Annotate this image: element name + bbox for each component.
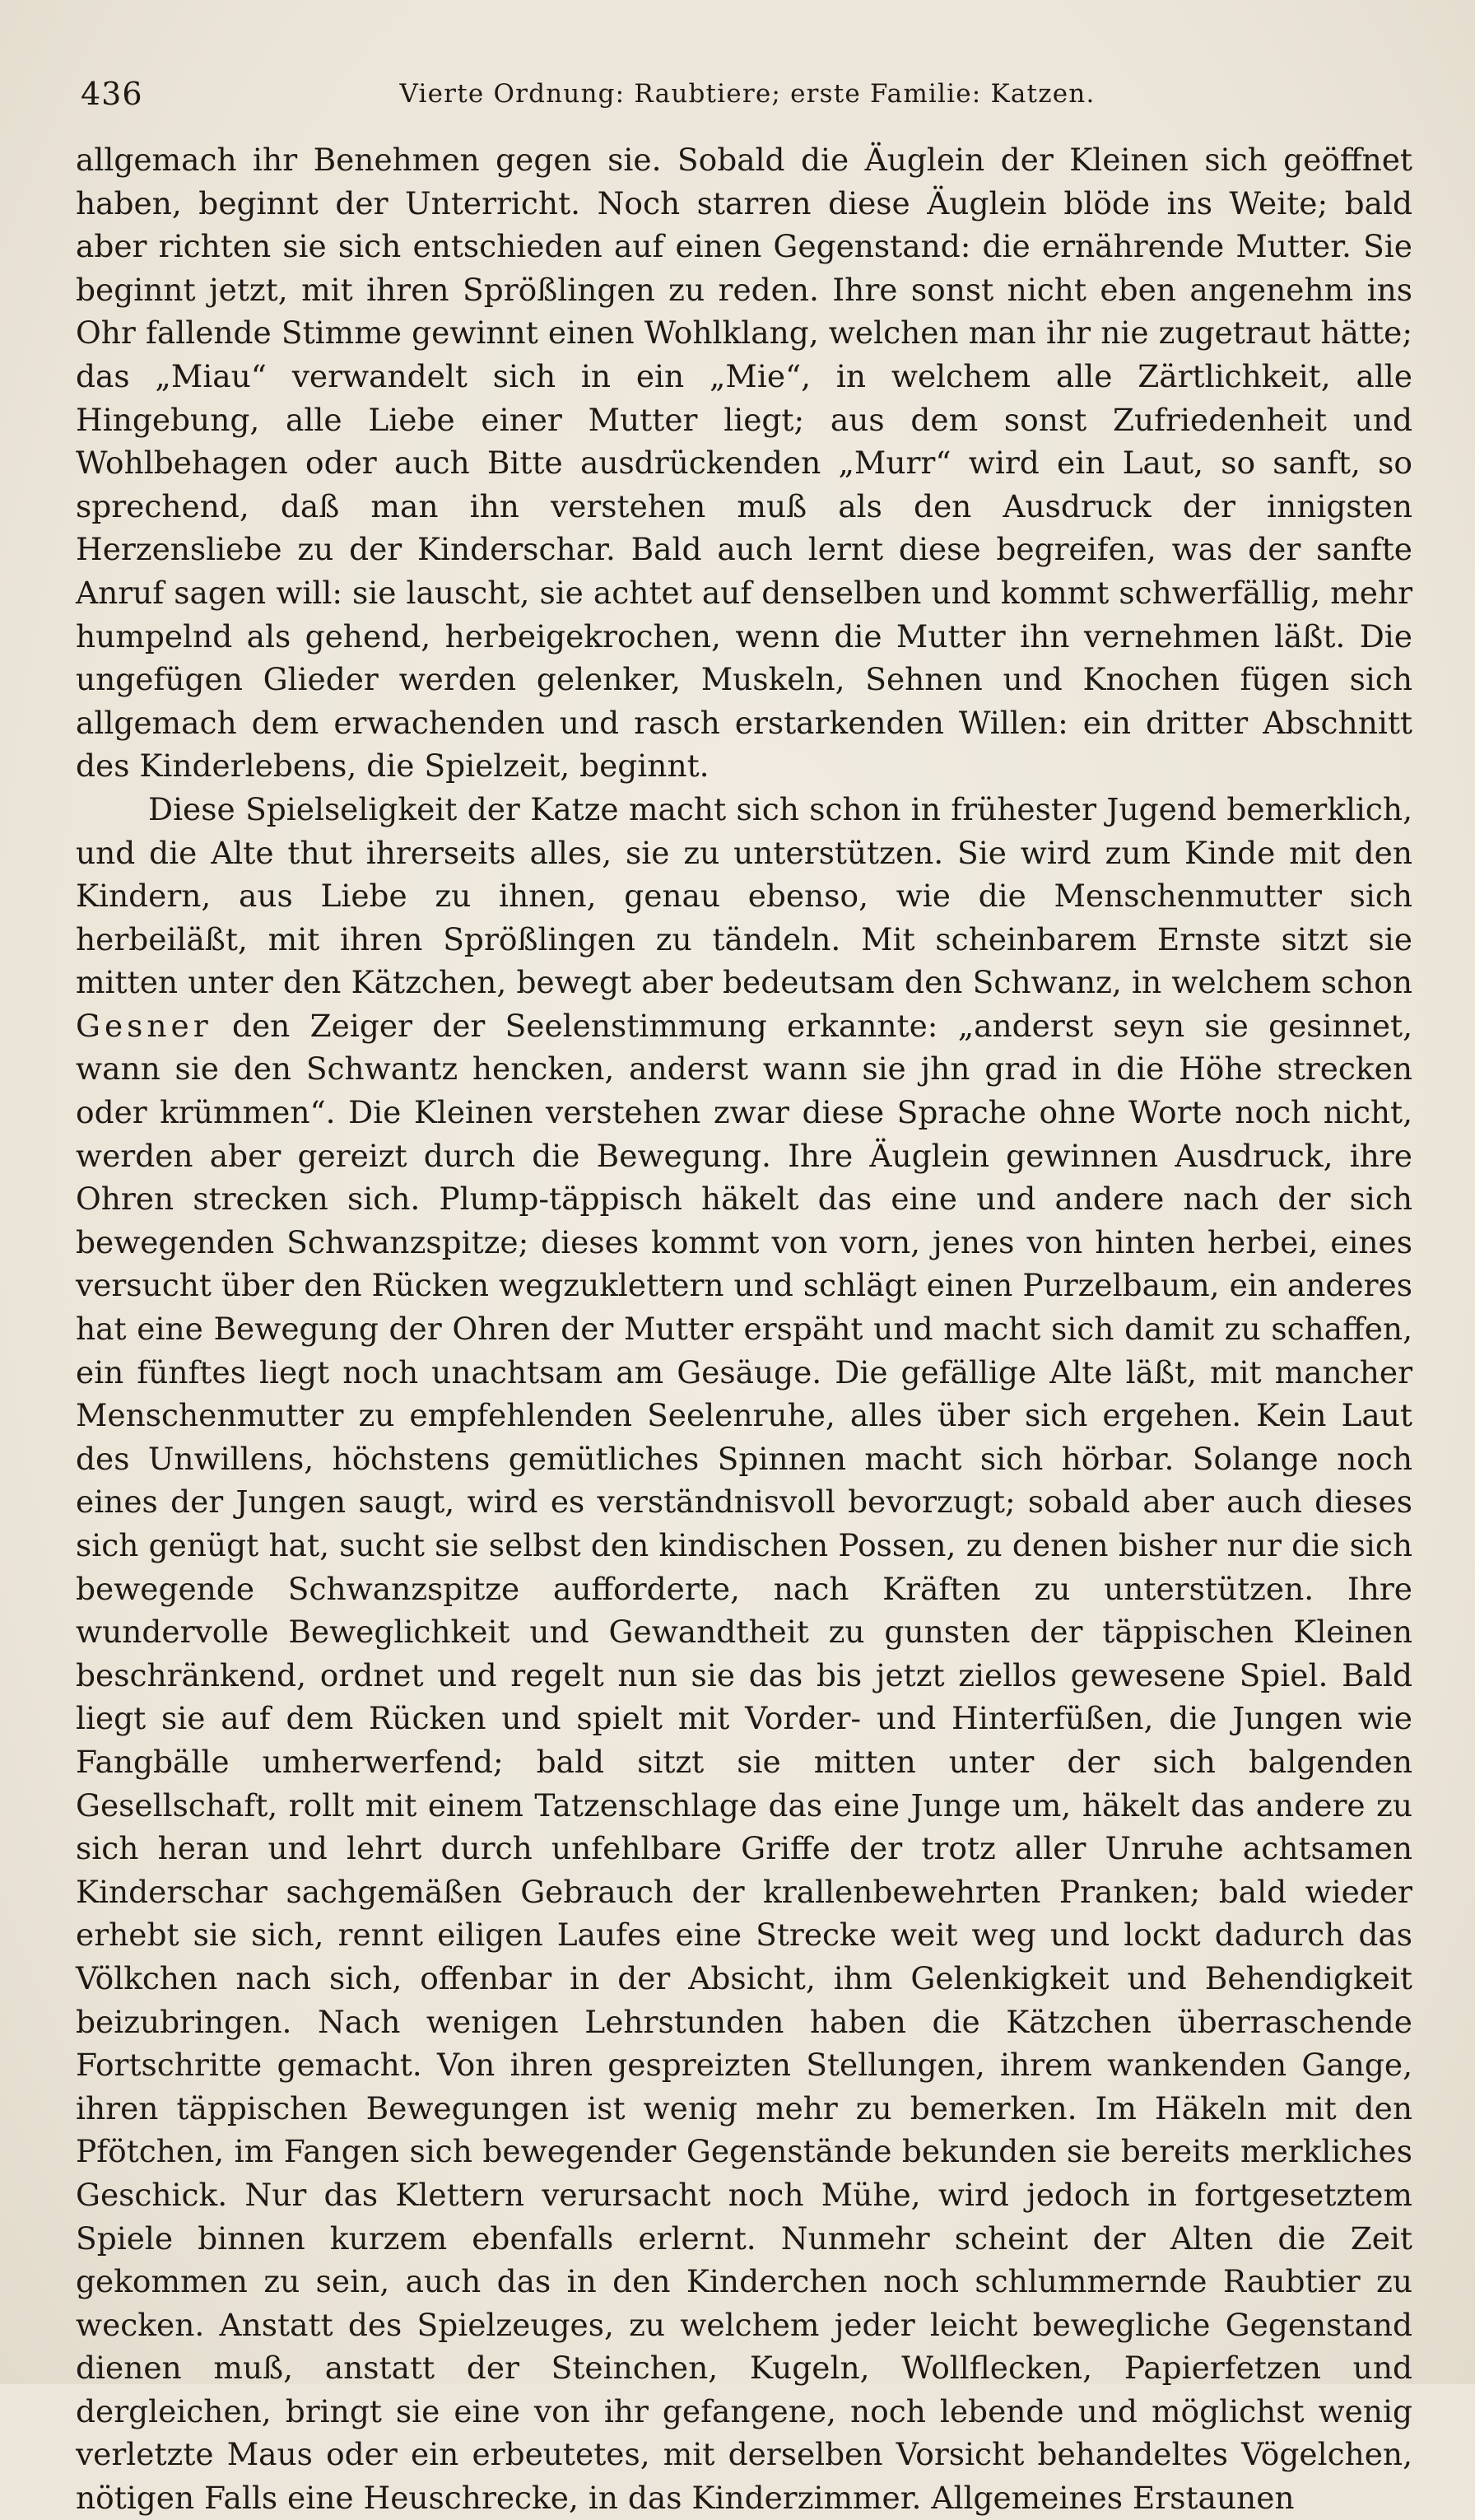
page-header bbox=[81, 76, 1414, 122]
paragraph-2-text-before: Diese Spielseligkeit der Katze macht sich schon in frühester Jugend bemerklich, und die Alte thut ihrerseits alles, sie zu unterstützen. Sie wird zum Kinde mit den Kindern, aus Liebe zu ihnen, genau ebenso, wie die Menschenmutter sich herbeiläßt, mit ihren Sprößlingen zu tändeln. Mit scheinbarem Ernste sitzt sie mitten unter den Kätzchen, bewegt aber bedeutsam den Schwanz, in welchem schon bbox=[76, 790, 1412, 1001]
page-number: 436 bbox=[81, 76, 143, 112]
running-head: Vierte Ordnung: Raubtiere; erste Familie: Katzen. bbox=[399, 79, 1096, 109]
author-name-gesner: Gesner bbox=[76, 1007, 212, 1044]
paragraph-2 bbox=[76, 788, 1412, 2520]
paragraph-2-text-after: den Zeiger der Seelenstimmung erkannte: „anderst seyn sie gesinnet, wann sie den Schwantz hencken, anderst wann sie jhn grad in die Höhe strecken oder krümmen“. Die Kleinen verstehen zwar diese Sprache ohne Worte noch nicht, werden aber gereizt durch die Bewegung. Ihre Äuglein gewinnen Ausdruck, ihre Ohren strecken sich. Plump-täppisch häkelt das eine und andere nach der sich bewegenden Schwanzspitze; dieses kommt von vorn, jenes von hinten herbei, eines versucht über den Rücken wegzuklettern und schlägt einen Purzelbaum, ein anderes hat eine Bewegung der Ohren der Mutter erspäht und macht sich damit zu schaffen, ein fünftes liegt noch unachtsam am Gesäuge. Die gefällige Alte läßt, mit mancher Menschenmutter zu empfehlenden Seelenruhe, alles über sich ergehen. Kein Laut des Unwillens, höchstens gemütliches Spinnen macht sich hörbar. Solange noch eines der Jungen saugt, wird es verständnisvoll bevorzugt; sobald aber auch dieses sich genügt hat, sucht sie selbst den kindischen Possen, zu denen bisher nur die sich bewegende Schwanzspitze aufforderte, nach Kräften zu unterstützen. Ihre wundervolle Beweglichkeit und Gewandtheit zu gunsten der täppischen Kleinen beschränkend, ordnet und regelt nun sie das bis jetzt ziellos gewesene Spiel. Bald liegt sie auf dem Rücken und spielt mit Vorder- und Hinterfüßen, die Jungen wie Fangbälle umherwerfend; bald sitzt sie mitten unter der sich balgenden Gesellschaft, rollt mit einem Tatzenschlage das eine Junge um, häkelt das andere zu sich heran und lehrt durch unfehlbare Griffe der trotz aller Unruhe achtsamen Kinderschar sachgemäßen Gebrauch der krallenbewehrten Pranken; bald wieder erhebt sie sich, rennt eiligen Laufes eine Strecke weit weg und lockt dadurch das Völkchen nach sich, offenbar in der Absicht, ihm Gelenkigkeit und Behendigkeit beizubringen. Nach wenigen Lehrstunden haben die Kätzchen überraschende Fortschritte gemacht. Von ihren gespreizten Stellungen, ihrem wankenden Gange, ihren täppischen Bewegungen ist wenig mehr zu bemerken. Im Häkeln mit den Pfötchen, im Fangen sich bewegender Gegenstände bekunden sie bereits merkliches Geschick. Nur das Klettern verursacht noch Mühe, wird jedoch in fortgesetztem Spiele binnen kurzem ebenfalls erlernt. Nunmehr scheint der Alten die Zeit gekommen zu sein, auch das in den Kinderchen noch schlummernde Raubtier zu wecken. Anstatt des Spielzeuges, zu welchem jeder leicht bewegliche Gegenstand dienen muß, anstatt der Steinchen, Kugeln, Wollflecken, Papierfetzen und dergleichen, bringt sie eine von ihr gefangene, noch lebende und möglichst wenig verletzte Maus oder ein erbeutetes, mit derselben Vorsicht behandeltes Vögelchen, nötigen Falls eine Heuschrecke, in das Kinderzimmer. Allgemeines Erstaunen bbox=[76, 1007, 1413, 2517]
paragraph-1: allgemach ihr Benehmen gegen sie. Sobald die Äuglein der Kleinen sich geöffnet haben, beginnt der Unterricht. Noch starren diese Äuglein blöde ins Weite; bald aber richten sie sich entschieden auf einen Gegenstand: die ernährende Mutter. Sie beginnt jetzt, mit ihren Sprößlingen zu reden. Ihre sonst nicht eben angenehm ins Ohr fallende Stimme gewinnt einen Wohlklang, welchen man ihr nie zugetraut hätte; das „Miau“ verwandelt sich in ein „Mie“, in welchem alle Zärtlichkeit, alle Hingebung, alle Liebe einer Mutter liegt; aus dem sonst Zufriedenheit und Wohlbehagen oder auch Bitte ausdrückenden „Murr“ wird ein Laut, so sanft, so sprechend, daß man ihn verstehen muß als den Ausdruck der innigsten Herzensliebe zu der Kinderschar. Bald auch lernt diese begreifen, was der sanfte Anruf sagen will: sie lauscht, sie achtet auf denselben und kommt schwerfällig, mehr humpelnd als gehend, herbeigekrochen, wenn die Mutter ihn vernehmen läßt. Die ungefügen Glieder werden gelenker, Muskeln, Sehnen und Knochen fügen sich allgemach dem erwachenden und rasch erstarkenden Willen: ein dritter Abschnitt des Kinderlebens, die Spielzeit, beginnt. bbox=[76, 142, 1412, 785]
body-text bbox=[76, 138, 1412, 2520]
